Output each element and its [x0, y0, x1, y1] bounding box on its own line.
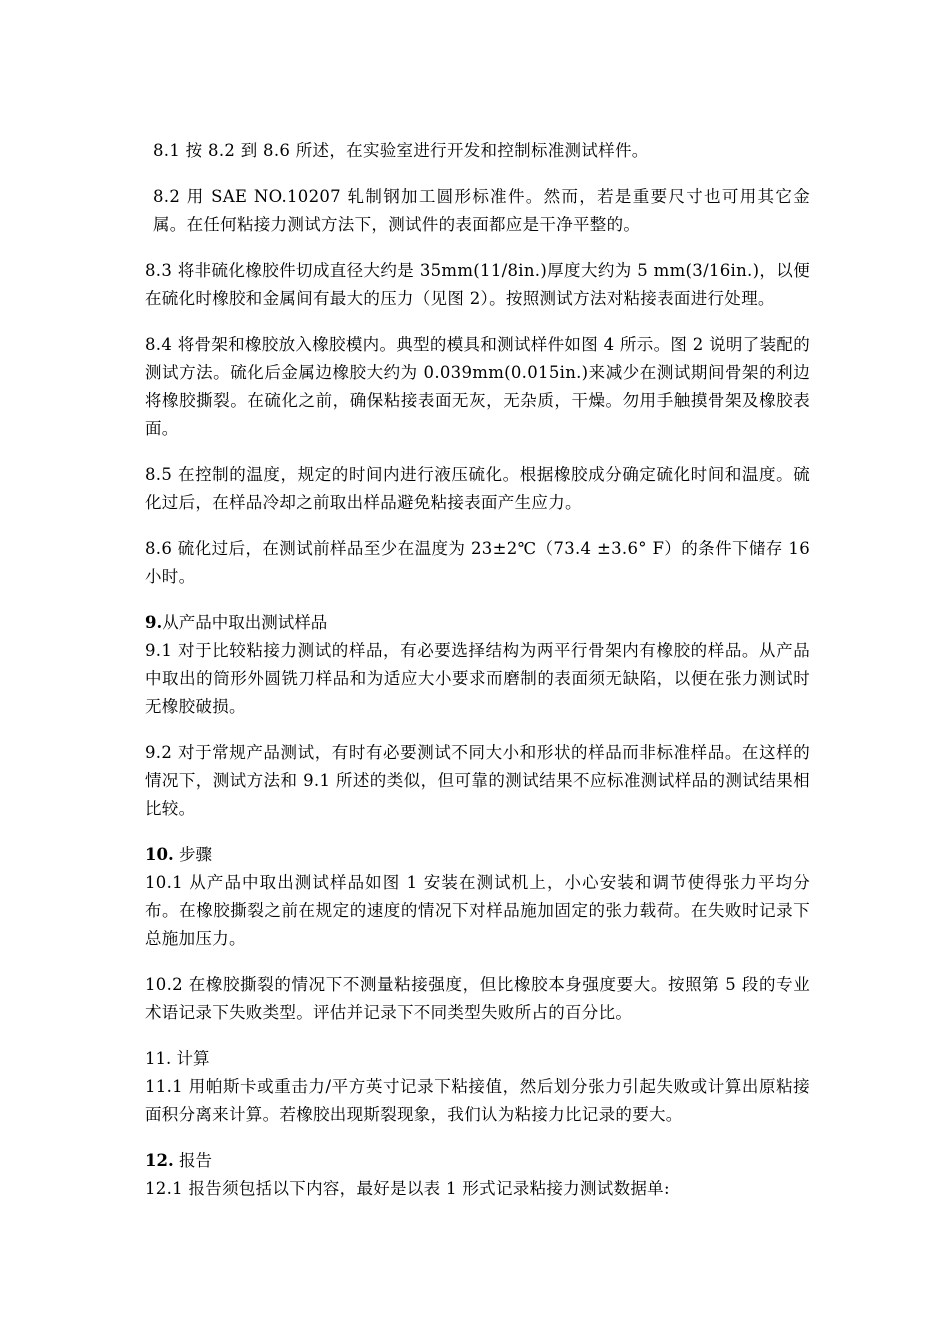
section-9-number: 9. [145, 613, 163, 632]
section-9-title: 从产品中取出测试样品 [162, 613, 328, 632]
section-11 [145, 1045, 810, 1129]
paragraph-8-2: 8.2 用 SAE NO.10207 轧制钢加工圆形标准件。然而，若是重要尺寸也可用其它金属。在任何粘接力测试方法下，测试件的表面都应是干净平整的。 [153, 187, 810, 234]
paragraph-8-6: 8.6 硫化过后，在测试前样品至少在温度为 23±2℃（73.4 ±3.6° F）的条件下储存 16 小时。 [145, 539, 810, 586]
section-10-number: 10. [145, 845, 174, 864]
paragraph-12-1: 12.1 报告须包括以下内容，最好是以表 1 形式记录粘接力测试数据单: [145, 1179, 670, 1198]
section-9-heading [145, 609, 810, 637]
section-9 [145, 609, 810, 823]
section-11-number: 11. [145, 1049, 172, 1068]
paragraph-10-1: 10.1 从产品中取出测试样品如图 1 安装在测试机上，小心安装和调节使得张力平均分布。在橡胶撕裂之前在规定的速度的情况下对样品施加固定的张力载荷。在失败时记录下总施加压力。 [145, 873, 810, 948]
section-11-heading [145, 1045, 810, 1073]
section-12-number: 12. [145, 1151, 174, 1170]
document-page [145, 137, 810, 1221]
paragraph-9-1: 9.1 对于比较粘接力测试的样品，有必要选择结构为两平行骨架内有橡胶的样品。从产品中取出的筒形外圆铣刀样品和为适应大小要求而磨制的表面须无缺陷，以便在张力测试时无橡胶破损。 [145, 641, 810, 716]
section-10 [145, 841, 810, 1027]
section-10-title: 步骤 [173, 845, 212, 864]
paragraph-8-1: 8.1 按 8.2 到 8.6 所述，在实验室进行开发和控制标准测试样件。 [153, 141, 649, 160]
section-12 [145, 1147, 810, 1203]
section-11-title: 计算 [171, 1049, 210, 1068]
paragraph-11-1: 11.1 用帕斯卡或重击力/平方英寸记录下粘接值，然后划分张力引起失败或计算出原粘接面积分离来计算。若橡胶出现斯裂现象，我们认为粘接力比记录的要大。 [145, 1077, 810, 1124]
paragraph-8-3: 8.3 将非硫化橡胶件切成直径大约是 35mm(11/8in.)厚度大约为 5 mm(3/16in.)，以便在硫化时橡胶和金属间有最大的压力（见图 2）。按照测试方法对粘接表面进行处理。 [145, 261, 810, 308]
section-10-heading [145, 841, 810, 869]
paragraph-8-5: 8.5 在控制的温度，规定的时间内进行液压硫化。根据橡胶成分确定硫化时间和温度。硫化过后，在样品冷却之前取出样品避免粘接表面产生应力。 [145, 465, 810, 512]
section-12-heading [145, 1147, 810, 1175]
paragraph-8-4: 8.4 将骨架和橡胶放入橡胶模内。典型的模具和测试样件如图 4 所示。图 2 说明了装配的测试方法。硫化后金属边橡胶大约为 0.039mm(0.015in.)来减少在测试期间骨架的利边将橡胶撕裂。在硫化之前，确保粘接表面无灰，无杂质，干燥。勿用手触摸骨架及橡胶表面。 [145, 335, 810, 438]
paragraph-9-2: 9.2 对于常规产品测试，有时有必要测试不同大小和形状的样品而非标准样品。在这样的情况下，测试方法和 9.1 所述的类似，但可靠的测试结果不应标准测试样品的测试结果相比较。 [145, 743, 810, 818]
section-12-title: 报告 [173, 1151, 212, 1170]
paragraph-10-2: 10.2 在橡胶撕裂的情况下不测量粘接强度，但比橡胶本身强度要大。按照第 5 段的专业术语记录下失败类型。评估并记录下不同类型失败所占的百分比。 [145, 975, 810, 1022]
